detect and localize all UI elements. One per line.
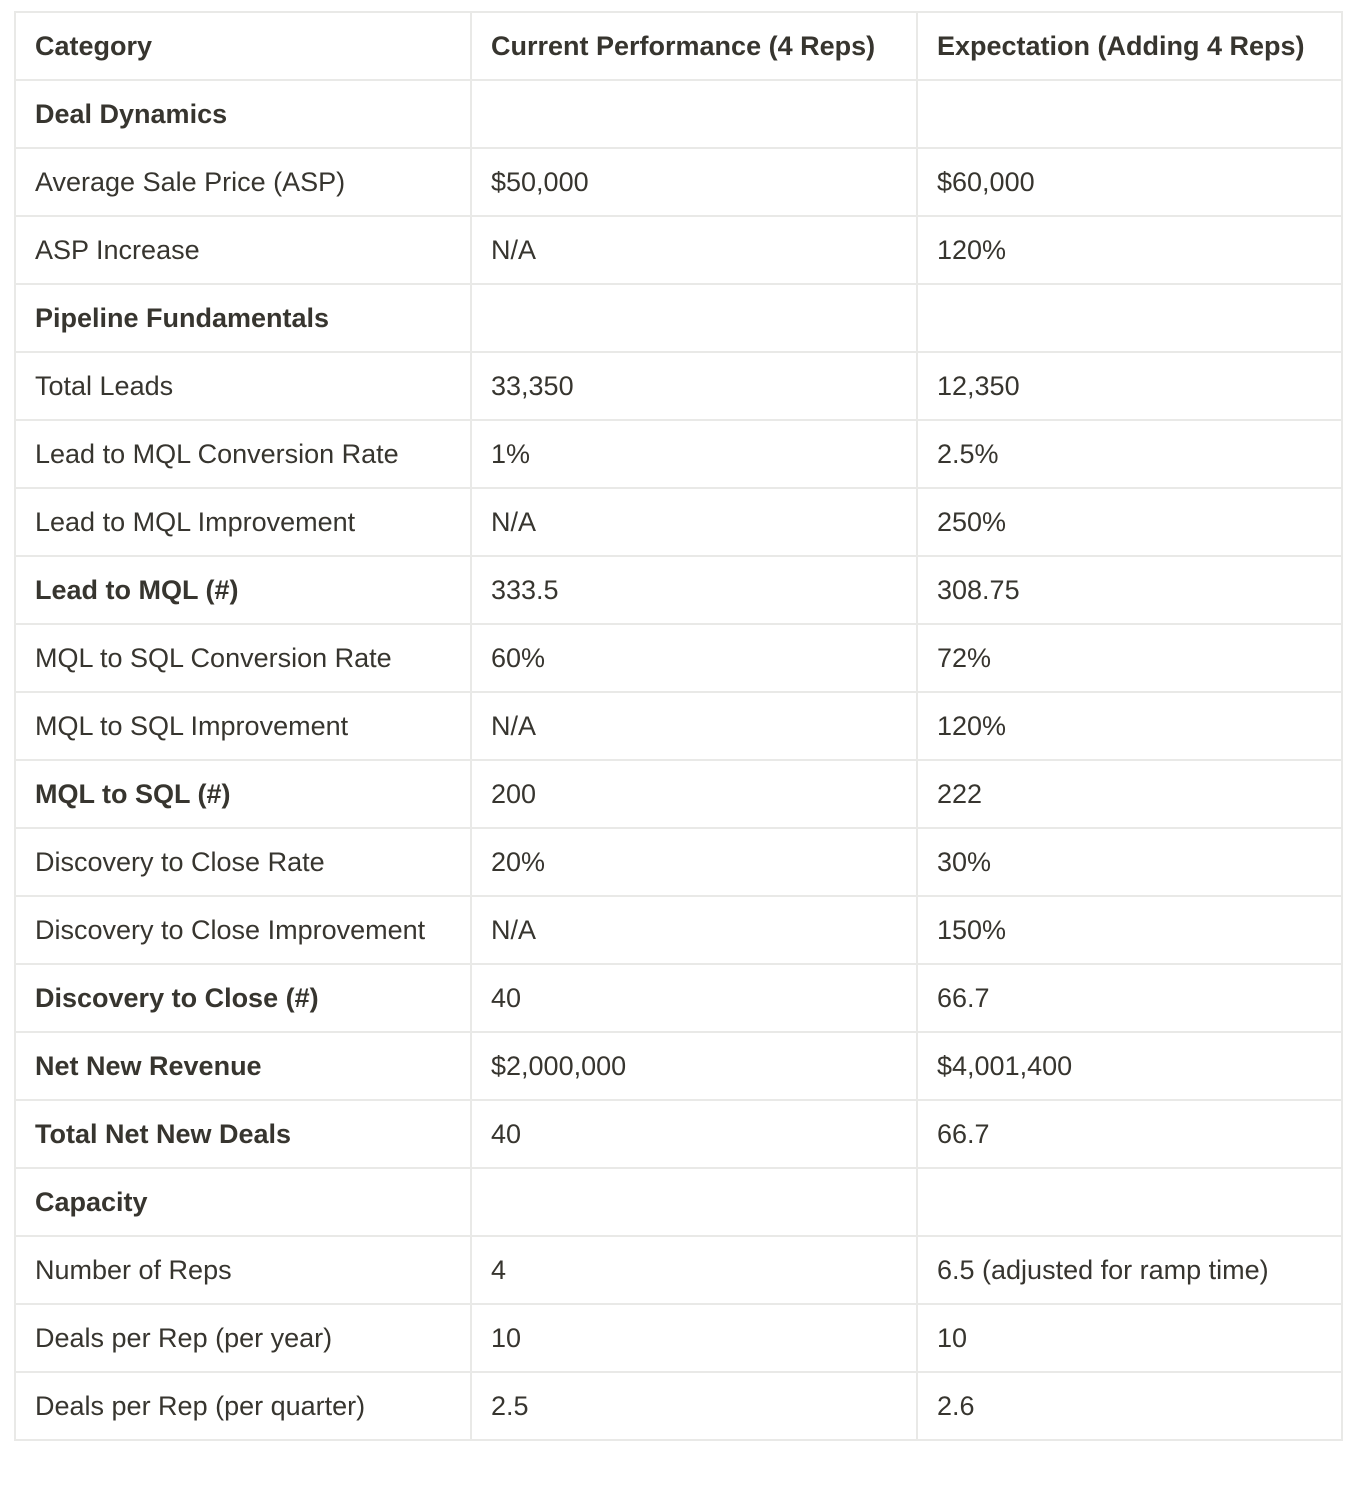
- table-row: [15, 692, 1342, 760]
- table-row: [15, 216, 1342, 284]
- current-value-cell: 60%: [471, 624, 917, 692]
- expectation-value-cell: 72%: [917, 624, 1342, 692]
- table-row: [15, 896, 1342, 964]
- table-row: [15, 1236, 1342, 1304]
- expectation-value-cell: 222: [917, 760, 1342, 828]
- category-cell: Lead to MQL Improvement: [15, 488, 471, 556]
- expectation-value-cell: 6.5 (adjusted for ramp time): [917, 1236, 1342, 1304]
- table-row: [15, 828, 1342, 896]
- category-cell: ASP Increase: [15, 216, 471, 284]
- current-value-cell: 4: [471, 1236, 917, 1304]
- category-cell: Discovery to Close Rate: [15, 828, 471, 896]
- current-value-cell: N/A: [471, 216, 917, 284]
- table-row: [15, 80, 1342, 148]
- category-cell: Average Sale Price (ASP): [15, 148, 471, 216]
- current-value-cell: 10: [471, 1304, 917, 1372]
- current-value-cell: [471, 1168, 917, 1236]
- expectation-value-cell: 120%: [917, 216, 1342, 284]
- current-value-cell: 40: [471, 1100, 917, 1168]
- table-row: [15, 420, 1342, 488]
- table-row: [15, 488, 1342, 556]
- category-cell: Number of Reps: [15, 1236, 471, 1304]
- current-value-cell: N/A: [471, 692, 917, 760]
- table-row: [15, 1100, 1342, 1168]
- expectation-value-cell: 150%: [917, 896, 1342, 964]
- current-value-cell: N/A: [471, 488, 917, 556]
- table-row: [15, 284, 1342, 352]
- table-row: [15, 1168, 1342, 1236]
- current-value-cell: [471, 80, 917, 148]
- category-cell: MQL to SQL (#): [15, 760, 471, 828]
- column-header-category: Category: [15, 12, 471, 80]
- table-row: [15, 1372, 1342, 1440]
- current-value-cell: 333.5: [471, 556, 917, 624]
- current-value-cell: 20%: [471, 828, 917, 896]
- category-cell: Total Net New Deals: [15, 1100, 471, 1168]
- current-value-cell: 1%: [471, 420, 917, 488]
- expectation-value-cell: 120%: [917, 692, 1342, 760]
- table-row: [15, 1032, 1342, 1100]
- expectation-value-cell: [917, 80, 1342, 148]
- current-value-cell: $2,000,000: [471, 1032, 917, 1100]
- expectation-value-cell: [917, 1168, 1342, 1236]
- category-cell: Deals per Rep (per quarter): [15, 1372, 471, 1440]
- current-value-cell: 33,350: [471, 352, 917, 420]
- column-header-current-performance: Current Performance (4 Reps): [471, 12, 917, 80]
- category-cell: MQL to SQL Improvement: [15, 692, 471, 760]
- category-cell: Lead to MQL (#): [15, 556, 471, 624]
- expectation-value-cell: 250%: [917, 488, 1342, 556]
- expectation-value-cell: 2.5%: [917, 420, 1342, 488]
- table-row: [15, 352, 1342, 420]
- column-header-expectation: Expectation (Adding 4 Reps): [917, 12, 1342, 80]
- table-row: [15, 148, 1342, 216]
- expectation-value-cell: 12,350: [917, 352, 1342, 420]
- expectation-value-cell: 308.75: [917, 556, 1342, 624]
- table-header-row: [15, 12, 1342, 80]
- table-row: [15, 1304, 1342, 1372]
- category-cell: Net New Revenue: [15, 1032, 471, 1100]
- expectation-value-cell: 30%: [917, 828, 1342, 896]
- category-cell: Total Leads: [15, 352, 471, 420]
- table-row: [15, 556, 1342, 624]
- comparison-table-container: [14, 11, 1343, 1441]
- expectation-value-cell: 10: [917, 1304, 1342, 1372]
- category-cell: MQL to SQL Conversion Rate: [15, 624, 471, 692]
- expectation-value-cell: [917, 284, 1342, 352]
- table-row: [15, 964, 1342, 1032]
- expectation-value-cell: $4,001,400: [917, 1032, 1342, 1100]
- current-value-cell: N/A: [471, 896, 917, 964]
- category-cell: Lead to MQL Conversion Rate: [15, 420, 471, 488]
- expectation-value-cell: $60,000: [917, 148, 1342, 216]
- current-value-cell: 200: [471, 760, 917, 828]
- table-body: [15, 80, 1342, 1440]
- current-value-cell: $50,000: [471, 148, 917, 216]
- category-cell: Discovery to Close (#): [15, 964, 471, 1032]
- comparison-table: [14, 11, 1343, 1441]
- category-cell: Deals per Rep (per year): [15, 1304, 471, 1372]
- current-value-cell: [471, 284, 917, 352]
- category-cell: Pipeline Fundamentals: [15, 284, 471, 352]
- expectation-value-cell: 66.7: [917, 1100, 1342, 1168]
- current-value-cell: 2.5: [471, 1372, 917, 1440]
- category-cell: Discovery to Close Improvement: [15, 896, 471, 964]
- table-row: [15, 760, 1342, 828]
- expectation-value-cell: 66.7: [917, 964, 1342, 1032]
- table-row: [15, 624, 1342, 692]
- category-cell: Deal Dynamics: [15, 80, 471, 148]
- expectation-value-cell: 2.6: [917, 1372, 1342, 1440]
- category-cell: Capacity: [15, 1168, 471, 1236]
- current-value-cell: 40: [471, 964, 917, 1032]
